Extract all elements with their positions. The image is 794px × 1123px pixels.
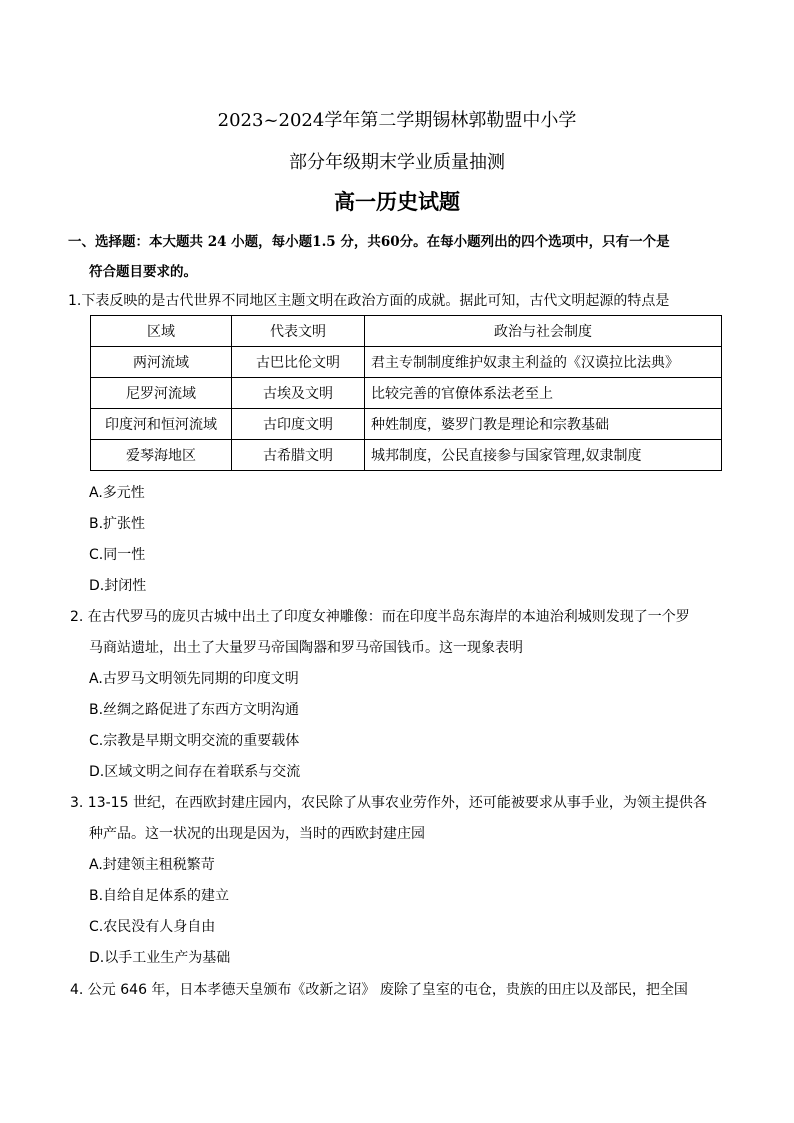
question-3-option-b: B.自给自足体系的建立 <box>89 888 230 904</box>
exam-title: 高一历史试题 <box>334 190 460 214</box>
section-heading: 一、选择题：本大题共 24 小题，每小题1.5 分，共60分。在每小题列出的四个选项中，只有一个是 <box>68 234 670 250</box>
question-2-option-b: B.丝绸之路促进了东西方文明沟通 <box>89 702 300 718</box>
question-2-stem-line2: 马商站遗址，出土了大量罗马帝国陶器和罗马帝国钱币。这一现象表明 <box>89 640 523 656</box>
table-header-cell: 代表文明 <box>232 316 365 347</box>
question-3-option-c: C.农民没有人身自由 <box>89 919 216 935</box>
question-2-option-d: D.区域文明之间存在着联系与交流 <box>89 764 301 780</box>
table-cell: 古巴比伦文明 <box>232 347 365 378</box>
table-cell: 君主专制制度维护奴隶主利益的《汉谟拉比法典》 <box>365 347 722 378</box>
question-4-stem-line1: 4. 公元 646 年，日本孝德天皇颁布《改新之诏》 废除了皇室的屯仓，贵族的田庄以及部民，把全国 <box>70 982 688 998</box>
table-cell: 城邦制度，公民直接参与国家管理,奴隶制度 <box>365 440 722 471</box>
question-2-option-c: C.宗教是早期文明交流的重要载体 <box>89 733 300 749</box>
question-2-option-a: A.古罗马文明领先同期的印度文明 <box>89 671 299 687</box>
table-row <box>91 347 722 378</box>
table-header-cell: 政治与社会制度 <box>365 316 722 347</box>
civilization-table <box>90 315 722 471</box>
table-cell: 印度河和恒河流域 <box>91 409 232 440</box>
table-row <box>91 440 722 471</box>
question-3-option-a: A.封建领主租税繁苛 <box>89 857 215 873</box>
table-row <box>91 409 722 440</box>
question-3-stem-line1: 3. 13-15 世纪，在西欧封建庄园内，农民除了从事农业劳作外，还可能被要求从事手业，为领主提供各 <box>70 795 707 811</box>
question-1-option-c: C.同一性 <box>89 547 146 563</box>
question-1-option-a: A.多元性 <box>89 485 145 501</box>
table-cell: 古埃及文明 <box>232 378 365 409</box>
question-2-stem-line1: 2. 在古代罗马的庞贝古城中出土了印度女神雕像：而在印度半岛东海岸的本迪治利城则发现了一个罗 <box>70 609 690 625</box>
exam-header-line1: 2023~2024学年第二学期锡林郭勒盟中小学 <box>217 110 577 131</box>
table-cell: 爱琴海地区 <box>91 440 232 471</box>
question-1-stem: 1.下表反映的是古代世界不同地区主题文明在政治方面的成就。据此可知，古代文明起源的特点是 <box>68 293 670 309</box>
question-1-option-d: D.封闭性 <box>89 578 147 594</box>
table-cell: 两河流域 <box>91 347 232 378</box>
question-3-stem-line2: 种产品。这一状况的出现是因为，当时的西欧封建庄园 <box>89 826 425 842</box>
table-row <box>91 378 722 409</box>
section-heading-cont: 符合题目要求的。 <box>89 264 197 280</box>
table-header-cell: 区域 <box>91 316 232 347</box>
table-header-row <box>91 316 722 347</box>
exam-header-line2: 部分年级期末学业质量抽测 <box>289 152 505 173</box>
table-cell: 比较完善的官僚体系法老至上 <box>365 378 722 409</box>
question-1-option-b: B.扩张性 <box>89 516 146 532</box>
question-3-option-d: D.以手工业生产为基础 <box>89 950 231 966</box>
table-cell: 古印度文明 <box>232 409 365 440</box>
table-cell: 古希腊文明 <box>232 440 365 471</box>
table-cell: 尼罗河流域 <box>91 378 232 409</box>
table-cell: 种姓制度，婆罗门教是理论和宗教基础 <box>365 409 722 440</box>
